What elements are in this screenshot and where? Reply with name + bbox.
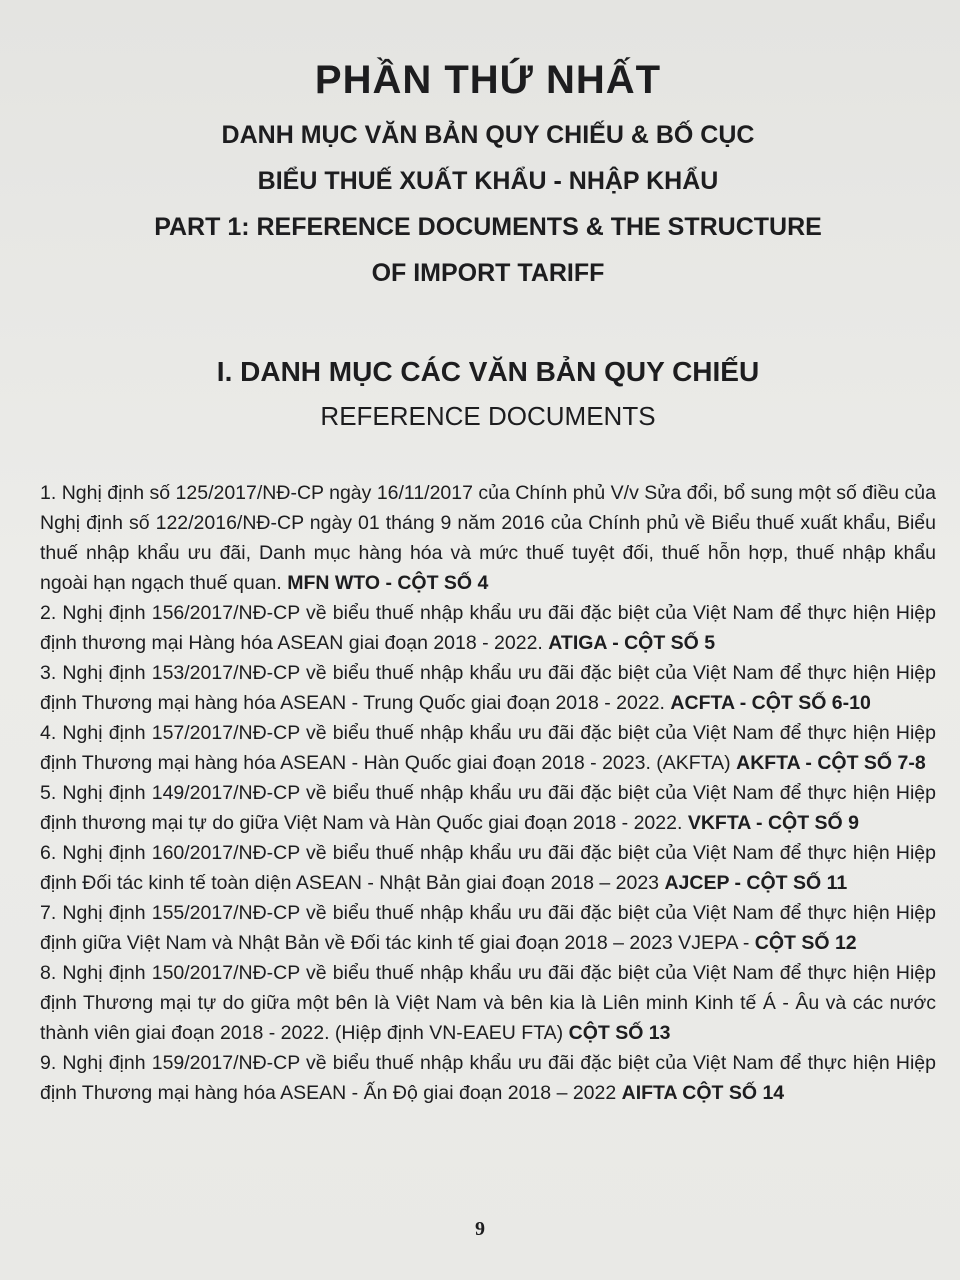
list-item [40, 778, 936, 838]
item-text: 5. Nghị định 149/2017/NĐ-CP về biểu thuế nhập khẩu ưu đãi đặc biệt của Việt Nam để thực hiện Hiệp định thương mại tự do giữa Việt Nam và Hàn Quốc giai đoạn 2018 - 2022. [40, 782, 936, 834]
reference-list [40, 478, 936, 1108]
item-tag: ATIGA - CỘT SỐ 5 [548, 632, 716, 654]
header-line-1: DANH MỤC VĂN BẢN QUY CHIẾU & BỐ CỤC [221, 121, 755, 149]
section-subtitle: REFERENCE DOCUMENTS [320, 401, 656, 431]
item-text: 2. Nghị định 156/2017/NĐ-CP về biểu thuế nhập khẩu ưu đãi đặc biệt của Việt Nam để thực hiện Hiệp định thương mại Hàng hóa ASEAN giai đoạn 2018 - 2022. [40, 602, 936, 654]
list-item [40, 1048, 936, 1108]
item-text: 7. Nghị định 155/2017/NĐ-CP về biểu thuế nhập khẩu ưu đãi đặc biệt của Việt Nam để thực hiện Hiệp định giữa Việt Nam và Nhật Bản về Đối tác kinh tế giai đoạn 2018 – 2023 VJEPA - [40, 902, 936, 954]
item-text: 3. Nghị định 153/2017/NĐ-CP về biểu thuế nhập khẩu ưu đãi đặc biệt của Việt Nam để thực hiện Hiệp định Thương mại hàng hóa ASEAN - Trung Quốc giai đoạn 2018 - 2022. [40, 662, 936, 714]
list-item [40, 658, 936, 718]
item-tag: AKFTA - CỘT SỐ 7-8 [736, 752, 926, 774]
item-tag: CỘT SỐ 12 [754, 932, 857, 954]
item-tag: CỘT SỐ 13 [568, 1022, 671, 1044]
item-tag: MFN WTO - CỘT SỐ 4 [287, 572, 489, 594]
item-text: 6. Nghị định 160/2017/NĐ-CP về biểu thuế nhập khẩu ưu đãi đặc biệt của Việt Nam để thực hiện Hiệp định Đối tác kinh tế toàn diện ASEAN - Nhật Bản giai đoạn 2018 – 2023 [40, 842, 936, 894]
header-line-3: PART 1: REFERENCE DOCUMENTS & THE STRUCTURE [154, 213, 822, 241]
list-item [40, 478, 936, 598]
item-text: 1. Nghị định số 125/2017/NĐ-CP ngày 16/11/2017 của Chính phủ V/v Sửa đổi, bổ sung một số điều của Nghị định số 122/2016/NĐ-CP ngày 01 tháng 9 năm 2016 của Chính phủ về Biểu thuế xuất khẩu, Biểu thuế nhập khẩu ưu đãi, Danh mục hàng hóa và mức thuế tuyệt đối, thuế hỗn hợp, thuế nhập khẩu ngoài hạn ngạch thuế quan. [40, 482, 936, 594]
item-tag: VKFTA - CỘT SỐ 9 [687, 812, 859, 834]
item-tag: AIFTA CỘT SỐ 14 [621, 1082, 785, 1104]
page-number: 9 [475, 1218, 485, 1240]
list-item [40, 958, 936, 1048]
list-item [40, 598, 936, 658]
item-text: 8. Nghị định 150/2017/NĐ-CP về biểu thuế nhập khẩu ưu đãi đặc biệt của Việt Nam để thực hiện Hiệp định Thương mại tự do giữa một bên là Việt Nam và bên kia là Liên minh Kinh tế Á - Âu và các nước thành viên giai đoạn 2018 - 2022. (Hiệp định VN-EAEU FTA) [40, 962, 936, 1044]
list-item [40, 718, 936, 778]
page-header [40, 56, 936, 296]
header-line-2: BIỂU THUẾ XUẤT KHẨU - NHẬP KHẨU [257, 167, 719, 195]
section-title: I. DANH MỤC CÁC VĂN BẢN QUY CHIẾU [216, 356, 760, 387]
list-item [40, 838, 936, 898]
item-text: 4. Nghị định 157/2017/NĐ-CP về biểu thuế nhập khẩu ưu đãi đặc biệt của Việt Nam để thực hiện Hiệp định Thương mại hàng hóa ASEAN - Hàn Quốc giai đoạn 2018 - 2023. (AKFTA) [40, 722, 936, 774]
item-text: 9. Nghị định 159/2017/NĐ-CP về biểu thuế nhập khẩu ưu đãi đặc biệt của Việt Nam để thực hiện Hiệp định Thương mại hàng hóa ASEAN - Ấn Độ giai đoạn 2018 – 2022 [40, 1052, 936, 1104]
part-title: PHẦN THỨ NHẤT [314, 58, 662, 102]
item-tag: AJCEP - CỘT SỐ 11 [664, 872, 848, 894]
list-item [40, 898, 936, 958]
header-line-4: OF IMPORT TARIFF [371, 259, 605, 287]
item-tag: ACFTA - CỘT SỐ 6-10 [670, 692, 871, 714]
